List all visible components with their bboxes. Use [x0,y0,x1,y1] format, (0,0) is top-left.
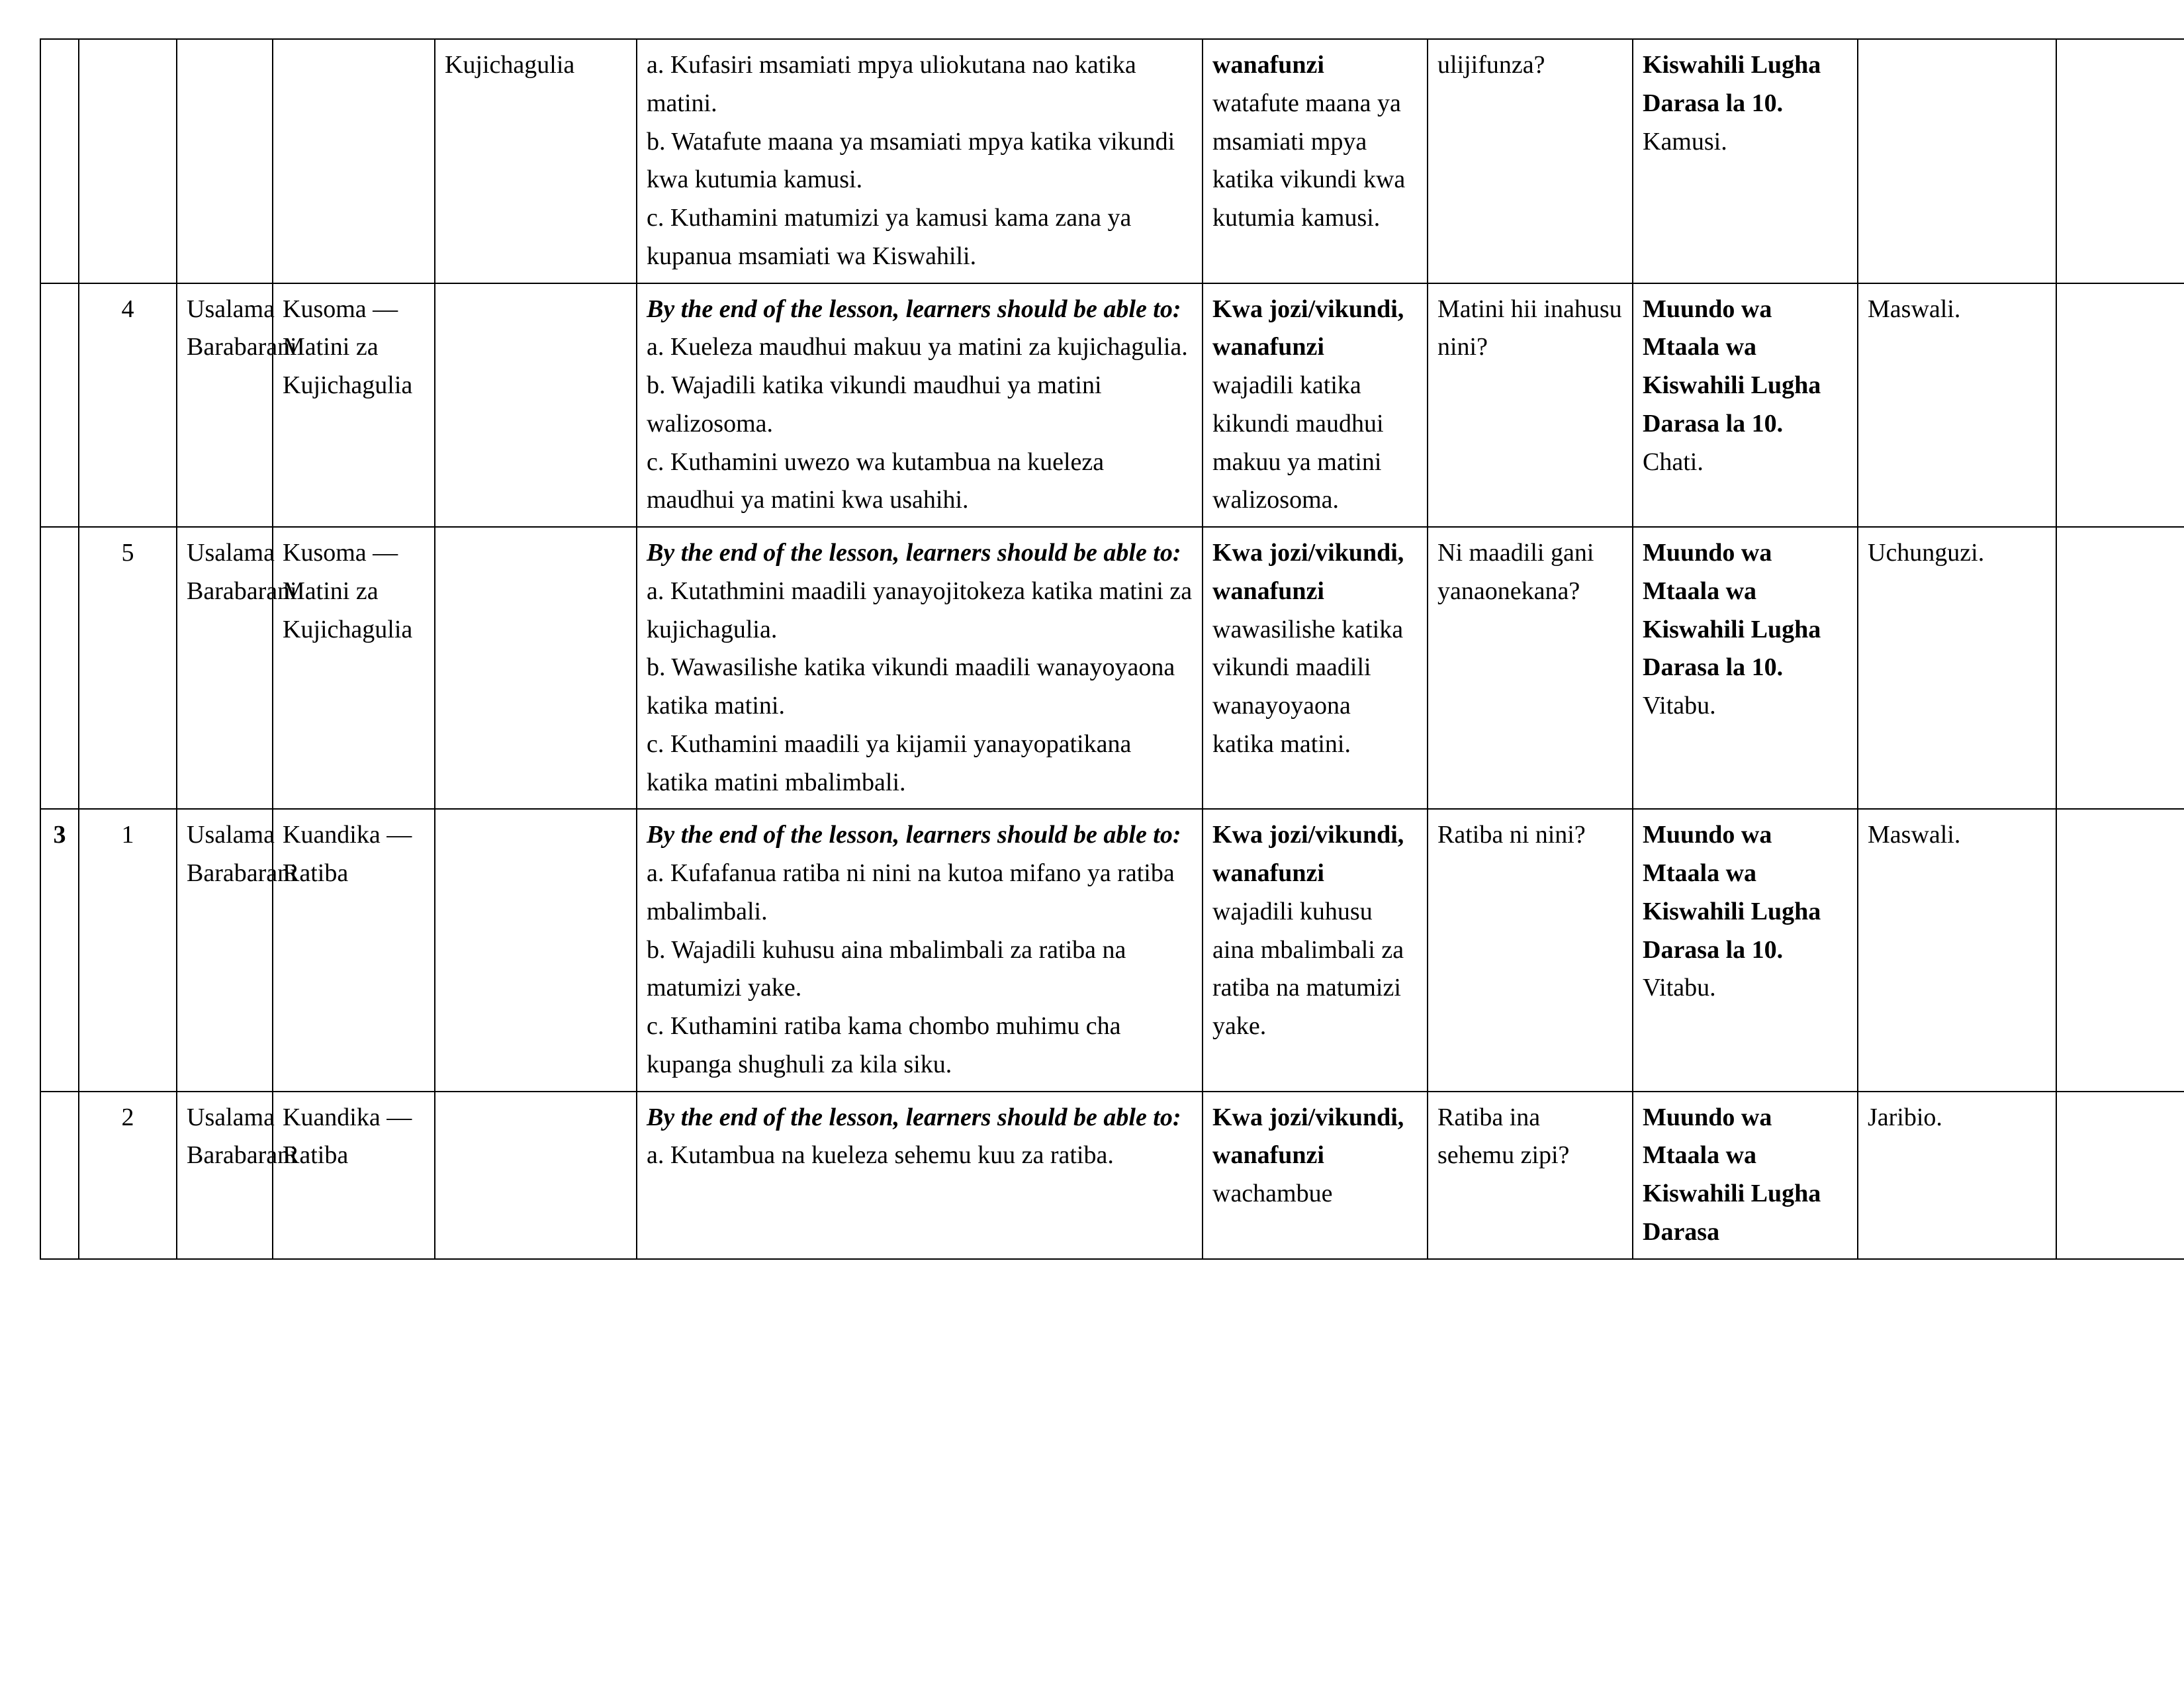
resource-extra: Kamusi. [1643,127,1727,156]
experience-body: wawasilishe katika vikundi maadili wanayoyaona katika matini. [1212,615,1404,758]
experience-lead: Kwa jozi/vikundi, wanafunzi [1212,1103,1404,1170]
experience-body: wachambue [1212,1180,1333,1207]
objective-item: c. Kuthamini ratiba kama chombo muhimu cha kupanga shughuli za kila siku. [647,1012,1121,1078]
cell-substrand: Kuandika — Ratiba [273,809,435,1091]
objectives-heading: By the end of the lesson, learners should be able to: [647,295,1181,323]
resource-extra: Vitabu. [1643,692,1716,720]
cell-resources [1633,527,1858,809]
cell-key-question: Ratiba ina sehemu zipi? [1428,1092,1633,1259]
cell-objectives [637,809,1203,1091]
cell-learning-experience [1203,527,1428,809]
cell-lesson: 2 [79,1092,177,1259]
cell-objectives [637,283,1203,528]
objectives-heading: By the end of the lesson, learners should be able to: [647,539,1181,567]
cell-key-question: Ratiba ni nini? [1428,809,1633,1091]
resource-extra: Vitabu. [1643,974,1716,1002]
cell-strand: Usalama Barabarani [177,527,273,809]
cell-strand [177,39,273,283]
cell-lesson: 4 [79,283,177,528]
cell-assessment: Uchunguzi. [1858,527,2056,809]
resource-title: Muundo wa Mtaala wa Kiswahili Lugha Darasa la 10. [1643,539,1821,682]
table-row [40,527,2184,809]
cell-learning-experience [1203,809,1428,1091]
cell-key-question: Matini hii inahusu nini? [1428,283,1633,528]
cell-substrand: Kusoma — Matini za Kujichagulia [273,283,435,528]
cell-learning-experience [1203,283,1428,528]
cell-week [40,1092,79,1259]
cell-assessment [1858,39,2056,283]
resource-title: Muundo wa Mtaala wa Kiswahili Lugha Darasa [1643,1103,1821,1246]
objective-item: a. Kueleza maudhui makuu ya matini za kujichagulia. [647,333,1188,361]
experience-lead: Kwa jozi/vikundi, wanafunzi [1212,295,1404,361]
cell-topic [435,527,637,809]
cell-lesson [79,39,177,283]
resource-extra: Chati. [1643,447,1704,476]
objective-item: c. Kuthamini matumizi ya kamusi kama zana ya kupanua msamiati wa Kiswahili. [647,204,1132,270]
objective-item: b. Wajadili kuhusu aina mbalimbali za ratiba na matumizi yake. [647,935,1126,1002]
experience-lead: Kwa jozi/vikundi, wanafunzi [1212,539,1404,605]
cell-strand: Usalama Barabarani [177,1092,273,1259]
cell-topic [435,809,637,1091]
cell-resources [1633,283,1858,528]
experience-lead: wanafunzi [1212,51,1324,79]
cell-substrand [273,39,435,283]
objective-item: c. Kuthamini uwezo wa kutambua na kueleza maudhui ya matini kwa usahihi. [647,447,1105,514]
cell-assessment: Maswali. [1858,809,2056,1091]
table-row [40,283,2184,528]
objective-item: b. Watafute maana ya msamiati mpya katika vikundi kwa kutumia kamusi. [647,127,1175,194]
cell-strand: Usalama Barabarani [177,283,273,528]
experience-body: wajadili katika kikundi maudhui makuu ya matini walizosoma. [1212,371,1384,514]
experience-lead: Kwa jozi/vikundi, wanafunzi [1212,821,1404,887]
scheme-of-work-table [40,38,2184,1260]
resource-title: Muundo wa Mtaala wa Kiswahili Lugha Darasa la 10. [1643,821,1821,964]
objective-item: a. Kufafanua ratiba ni nini na kutoa mifano ya ratiba mbalimbali. [647,859,1175,925]
cell-topic: Kujichagulia [435,39,637,283]
table-body [40,39,2184,1259]
cell-reflection [2056,809,2184,1091]
cell-resources [1633,809,1858,1091]
cell-week: 3 [40,809,79,1091]
cell-strand: Usalama Barabarani [177,809,273,1091]
cell-reflection [2056,283,2184,528]
cell-learning-experience [1203,1092,1428,1259]
table-row [40,809,2184,1091]
cell-learning-experience [1203,39,1428,283]
objectives-heading: By the end of the lesson, learners should be able to: [647,1103,1181,1131]
cell-topic [435,1092,637,1259]
objective-item: b. Wajadili katika vikundi maudhui ya matini walizosoma. [647,371,1102,438]
resource-title: Muundo wa Mtaala wa Kiswahili Lugha Darasa la 10. [1643,295,1821,438]
cell-lesson: 5 [79,527,177,809]
cell-assessment: Maswali. [1858,283,2056,528]
cell-lesson: 1 [79,809,177,1091]
cell-week [40,283,79,528]
objective-item: a. Kufasiri msamiati mpya uliokutana nao katika matini. [647,51,1136,117]
table-row [40,39,2184,283]
cell-objectives [637,1092,1203,1259]
experience-body: wajadili kuhusu aina mbalimbali za ratiba na matumizi yake. [1212,897,1404,1040]
cell-substrand: Kusoma — Matini za Kujichagulia [273,527,435,809]
cell-key-question: Ni maadili gani yanaonekana? [1428,527,1633,809]
cell-objectives [637,39,1203,283]
cell-topic [435,283,637,528]
cell-reflection [2056,1092,2184,1259]
cell-resources [1633,1092,1858,1259]
objective-item: b. Wawasilishe katika vikundi maadili wanayoyaona katika matini. [647,653,1175,720]
table-row [40,1092,2184,1259]
cell-substrand: Kuandika — Ratiba [273,1092,435,1259]
cell-objectives [637,527,1203,809]
cell-reflection [2056,527,2184,809]
objectives-heading: By the end of the lesson, learners should be able to: [647,821,1181,849]
objective-item: a. Kutambua na kueleza sehemu kuu za ratiba. [647,1141,1114,1170]
objective-item: c. Kuthamini maadili ya kijamii yanayopatikana katika matini mbalimbali. [647,729,1132,796]
resource-title: Kiswahili Lugha Darasa la 10. [1643,51,1821,117]
cell-week [40,527,79,809]
cell-assessment: Jaribio. [1858,1092,2056,1259]
experience-body: watafute maana ya msamiati mpya katika vikundi kwa kutumia kamusi. [1212,89,1406,232]
cell-key-question: ulijifunza? [1428,39,1633,283]
cell-reflection [2056,39,2184,283]
cell-week [40,39,79,283]
objective-item: a. Kutathmini maadili yanayojitokeza katika matini za kujichagulia. [647,577,1193,643]
cell-resources [1633,39,1858,283]
